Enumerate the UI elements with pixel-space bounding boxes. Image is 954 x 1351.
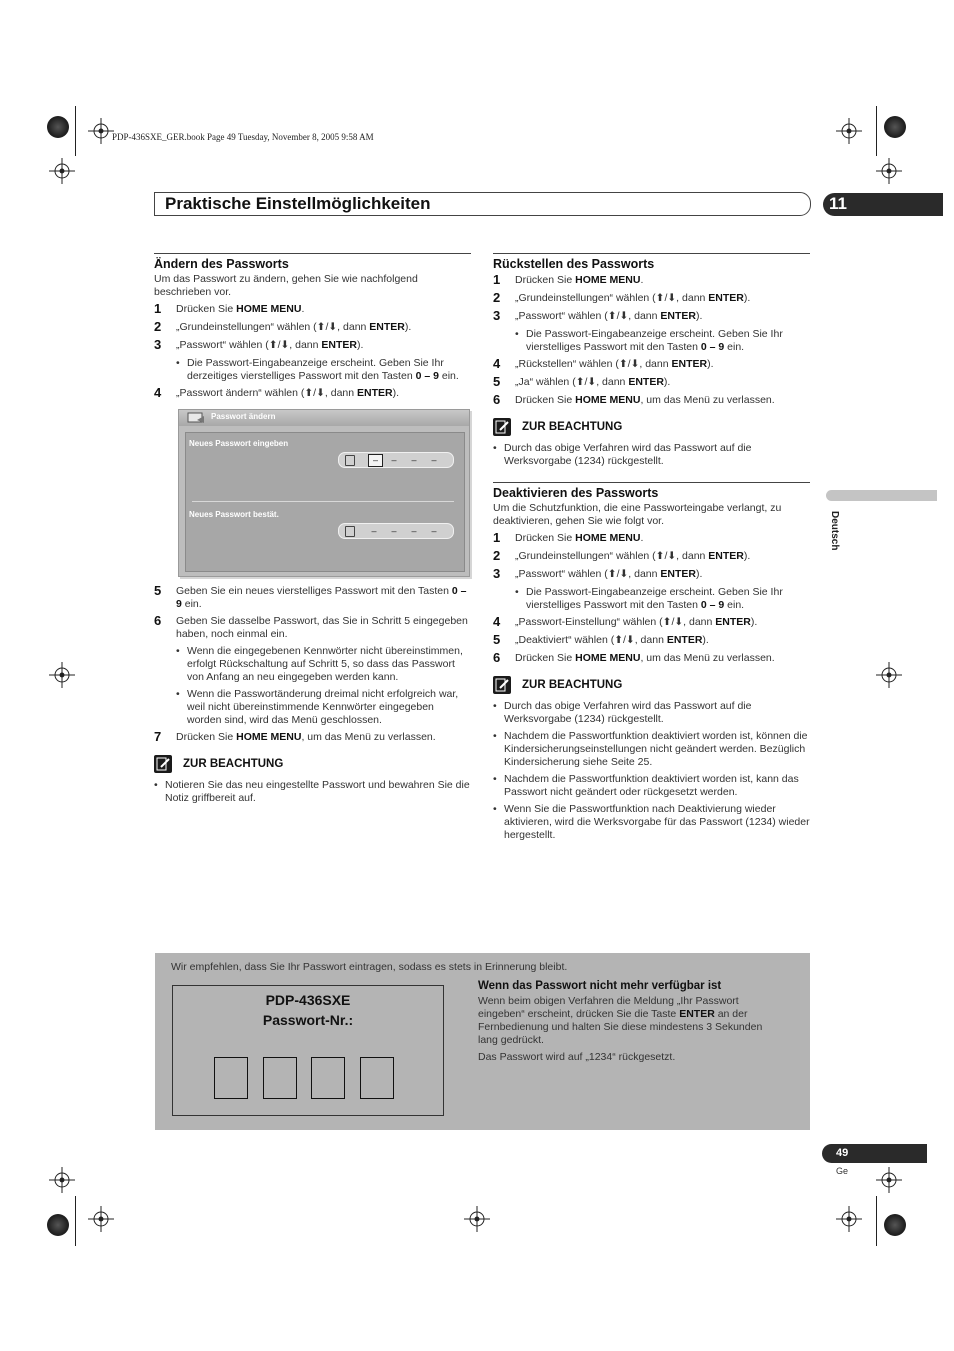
step: 2 „Grundeinstellungen“ wählen (⬆/⬇, dann ENTER). [154,319,412,334]
crop-line [876,1196,877,1246]
page-language-code: Ge [836,1166,849,1176]
step-bullet: • Die Passwort-Eingabeanzeige erscheint. Geben Sie Ihr vierstelliges Passwort mit den Tasten 0 – 9 ein. [515,328,810,354]
registration-disc-icon [47,116,69,138]
chapter-number-badge [823,193,943,216]
step: 3 „Passwort“ wählen (⬆/⬇, dann ENTER). [493,308,703,323]
registration-disc-icon [884,116,906,138]
password-card [172,985,444,1116]
crosshair-icon [49,1167,75,1193]
osd-title-bar [179,410,469,426]
keypad-icon [345,455,355,466]
page-number: 49 [836,1147,849,1159]
card-model: PDP-436SXE [265,992,351,1008]
step-bullet: • Wenn die eingegebenen Kennwörter nicht übereinstimmen, erfolgt Rückschaltung auf Schritt 5, so dass das Passwort von Anfang an neu eingegeben werden kann. [176,645,471,684]
crop-line [876,106,877,156]
left-column [154,253,471,809]
step: 7 Drücken Sie HOME MENU, um das Menü zu verlassen. [154,729,436,744]
registration-disc-icon [884,1214,906,1236]
tv-menu-icon [187,412,205,424]
step: 1 Drücken Sie HOME MENU. [493,530,644,545]
note-item: • Nachdem die Passwortfunktion deaktiviert worden ist, können die Kindersicherungseinstellungen nicht geändert werden. Bezüglich Kindersicherung siehe Seite 25. [493,730,810,769]
crosshair-icon [464,1206,490,1232]
osd-divider [192,501,454,502]
note-item: • Wenn Sie die Passwortfunktion nach Deaktivierung wieder aktivieren, wird die Werksvorgabe für das Passwort (1234) wieder hergestellt. [493,803,810,842]
note-item: • Durch das obige Verfahren wird das Passwort auf die Werksvorgabe (1234) rückgestellt. [493,442,810,468]
section-reset-password [493,253,810,468]
step: 6 Geben Sie dasselbe Passwort, das Sie in Schritt 5 eingegeben haben, noch einmal ein. [154,613,468,640]
crop-line [75,1196,76,1246]
page-number-badge [822,1144,927,1163]
lost-password-info [478,980,778,1068]
note-item: • Nachdem die Passwortfunktion deaktiviert worden ist, kann das Passwort nicht geändert oder rückgesetzt werden. [493,773,810,799]
registration-disc-icon [47,1214,69,1236]
section-title: Rückstellen des Passworts [493,257,655,271]
step: 1 Drücken Sie HOME MENU. [493,272,644,287]
chapter-header [154,192,811,216]
section-disable-password [493,482,810,842]
card-label: Passwort-Nr.: [262,1012,354,1028]
memo-intro: Wir empfehlen, dass Sie Ihr Passwort eintragen, sodass es stets in Erinnerung bleibt. [171,961,568,973]
keypad-icon [345,526,355,537]
step-bullet: • Wenn die Passwortänderung dreimal nicht erfolgreich war, weil nicht übereinstimmende Kennwörter eingegeben worden sind, wird das Menü geschlossen. [176,688,471,727]
confirm-password-label: Neues Passwort bestät. [189,510,279,519]
step: 5 „Deaktiviert“ wählen (⬆/⬇, dann ENTER). [493,632,709,647]
password-digit-box[interactable] [263,1057,297,1099]
lost-password-text: Wenn beim obigen Verfahren die Meldung „Ihr Passwort eingeben“ erscheint, drücken Sie die Taste ENTER an der Fernbedienung und halten Sie diese mindestens 3 Sekunden lang gedrückt. [478,995,763,1046]
section-title: Ändern des Passworts [154,257,289,271]
step: 4 „Rückstellen“ wählen (⬆/⬇, dann ENTER). [493,356,714,371]
step: 1 Drücken Sie HOME MENU. [154,301,305,316]
note-header: ZUR BEACHTUNG [154,755,471,775]
step-bullet: • Die Passwort-Eingabeanzeige erscheint. Geben Sie Ihr derzeitiges vierstelliges Passwort mit den Tasten 0 – 9 ein. [176,357,471,383]
right-column [493,253,810,846]
language-label: Deutsch [829,511,840,551]
step: 2 „Grundeinstellungen“ wählen (⬆/⬇, dann ENTER). [493,548,751,563]
crosshair-icon [49,662,75,688]
password-digit-box[interactable] [311,1057,345,1099]
note-header: ZUR BEACHTUNG [493,676,810,696]
step: 6 Drücken Sie HOME MENU, um das Menü zu verlassen. [493,392,775,407]
lost-password-reset: Das Passwort wird auf „1234“ rückgesetzt. [478,1051,676,1063]
section-intro: Um die Schutzfunktion, die eine Passworteingabe verlangt, zu deaktivieren, gehen Sie wie folgt vor. [493,502,782,527]
osd-tab-title: Passwort ändern [211,412,276,421]
step: 4 „Passwort ändern“ wählen (⬆/⬇, dann ENTER). [154,385,400,400]
lost-password-title: Wenn das Passwort nicht mehr verfügbar ist [478,980,722,992]
step: 6 Drücken Sie HOME MENU, um das Menü zu verlassen. [493,650,775,665]
note-header: ZUR BEACHTUNG [493,418,810,438]
step: 4 „Passwort-Einstellung“ wählen (⬆/⬇, dann ENTER). [493,614,758,629]
osd-panel [185,432,465,572]
crop-line [75,106,76,156]
chapter-number: 11 [829,194,847,213]
crosshair-icon [876,158,902,184]
note-item: • Notieren Sie das neu eingestellte Passwort und bewahren Sie die Notiz griffbereit auf. [154,779,471,805]
step: 2 „Grundeinstellungen“ wählen (⬆/⬇, dann ENTER). [493,290,751,305]
section-change-password [154,253,471,805]
note-pencil-icon [493,418,511,436]
password-digit-box[interactable] [214,1057,248,1099]
new-password-label: Neues Passwort eingeben [189,439,289,448]
confirm-password-input[interactable]: – – – – [338,523,454,539]
step: 5 „Ja“ wählen (⬆/⬇, dann ENTER). [493,374,671,389]
password-memo-box [155,953,810,1130]
crosshair-icon [876,1167,902,1193]
language-tab [826,490,937,501]
note-pencil-icon [154,755,172,773]
crosshair-icon [88,118,114,144]
step: 5 Geben Sie ein neues vierstelliges Passwort mit den Tasten 0 – 9 ein. [154,583,467,610]
page-title: Praktische Einstellmöglichkeiten [165,194,431,213]
crosshair-icon [49,158,75,184]
crosshair-icon [876,662,902,688]
crosshair-icon [836,1206,862,1232]
password-change-screen [178,409,470,577]
section-title: Deaktivieren des Passworts [493,486,659,500]
step-bullet: • Die Passwort-Eingabeanzeige erscheint. Geben Sie Ihr vierstelliges Passwort mit den Tasten 0 – 9 ein. [515,586,810,612]
password-digit-box[interactable] [360,1057,394,1099]
section-intro: Um das Passwort zu ändern, gehen Sie wie nachfolgend beschrieben vor. [154,273,418,298]
print-meta: PDP-436SXE_GER.book Page 49 Tuesday, November 8, 2005 9:58 AM [112,132,374,142]
note-pencil-icon [493,676,511,694]
step: 3 „Passwort“ wählen (⬆/⬇, dann ENTER). [493,566,703,581]
note-item: • Durch das obige Verfahren wird das Passwort auf die Werksvorgabe (1234) rückgestellt. [493,700,810,726]
crosshair-icon [836,118,862,144]
crosshair-icon [88,1206,114,1232]
new-password-input[interactable]: – – – – [338,452,454,468]
step: 3 „Passwort“ wählen (⬆/⬇, dann ENTER). [154,337,364,352]
